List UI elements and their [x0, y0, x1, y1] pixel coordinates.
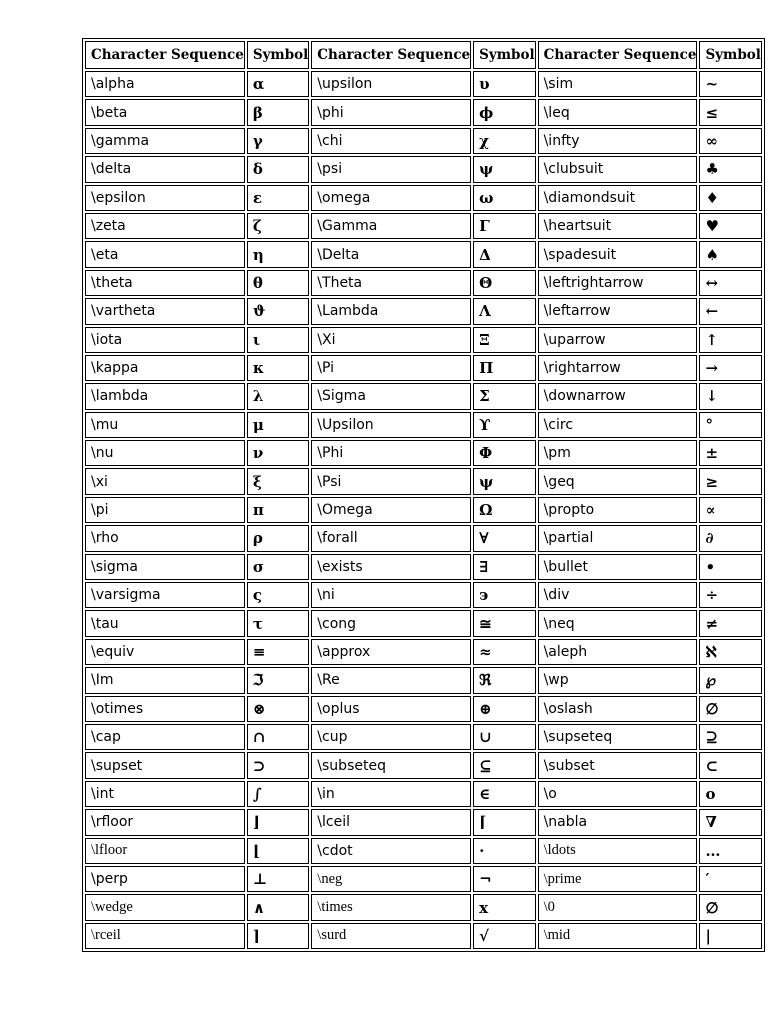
symbol-cell: ≤ — [699, 99, 761, 125]
character-sequence-cell: \beta — [85, 99, 245, 125]
symbol-cell: ∃ — [473, 554, 535, 580]
character-sequence-cell: \ni — [311, 582, 471, 608]
character-sequence-cell: \eta — [85, 241, 245, 267]
character-sequence-cell: \Delta — [311, 241, 471, 267]
character-sequence-cell: \in — [311, 781, 471, 807]
character-sequence-cell: \sim — [538, 71, 698, 97]
symbol-cell: ⌈ — [473, 809, 535, 835]
table-row — [85, 639, 762, 665]
symbol-cell: | — [699, 923, 761, 949]
symbol-cell: ⌋ — [247, 809, 309, 835]
character-sequence-cell: \vartheta — [85, 298, 245, 324]
character-sequence-cell: \kappa — [85, 355, 245, 381]
symbol-cell: ° — [699, 412, 761, 438]
character-sequence-cell: \perp — [85, 866, 245, 892]
character-sequence-cell: \mu — [85, 412, 245, 438]
symbol-cell: x — [473, 894, 535, 920]
symbol-cell: ⌊ — [247, 838, 309, 864]
character-sequence-cell: \div — [538, 582, 698, 608]
symbol-cell: ♥ — [699, 213, 761, 239]
symbol-cell: ο — [699, 781, 761, 807]
character-sequence-cell: \circ — [538, 412, 698, 438]
symbol-cell: ϶ — [473, 582, 535, 608]
character-sequence-cell: \equiv — [85, 639, 245, 665]
symbol-cell: ρ — [247, 525, 309, 551]
symbol-cell: ℘ — [699, 667, 761, 693]
symbol-cell: ⊥ — [247, 866, 309, 892]
symbol-cell: ∈ — [473, 781, 535, 807]
character-sequence-cell: \Phi — [311, 440, 471, 466]
table-row — [85, 610, 762, 636]
symbol-cell: ∂ — [699, 525, 761, 551]
symbol-cell: ℜ — [473, 667, 535, 693]
symbol-cell: ♣ — [699, 156, 761, 182]
table-row — [85, 724, 762, 750]
table-row — [85, 809, 762, 835]
table-row — [85, 327, 762, 353]
table-row — [85, 838, 762, 864]
character-sequence-cell: \approx — [311, 639, 471, 665]
symbol-cell: θ — [247, 270, 309, 296]
character-sequence-cell: \wedge — [85, 894, 245, 920]
symbol-cell: ⊇ — [699, 724, 761, 750]
table-row — [85, 468, 762, 494]
latex-symbol-table — [82, 38, 765, 952]
character-sequence-cell: \omega — [311, 185, 471, 211]
symbol-cell: ~ — [699, 71, 761, 97]
character-sequence-cell: \pm — [538, 440, 698, 466]
symbol-cell: ν — [247, 440, 309, 466]
table-row — [85, 923, 762, 949]
table-row — [85, 781, 762, 807]
character-sequence-cell: \prime — [538, 866, 698, 892]
symbol-cell: ς — [247, 582, 309, 608]
symbol-cell: π — [247, 497, 309, 523]
character-sequence-cell: \delta — [85, 156, 245, 182]
table-row — [85, 213, 762, 239]
character-sequence-cell: \oslash — [538, 696, 698, 722]
symbol-cell: · — [473, 838, 535, 864]
character-sequence-cell: \Psi — [311, 468, 471, 494]
symbol-cell: μ — [247, 412, 309, 438]
symbol-cell: Φ — [473, 440, 535, 466]
character-sequence-cell: \neq — [538, 610, 698, 636]
character-sequence-cell: \Omega — [311, 497, 471, 523]
character-sequence-cell: \cdot — [311, 838, 471, 864]
symbol-cell: ♠ — [699, 241, 761, 267]
character-sequence-cell: \exists — [311, 554, 471, 580]
symbol-cell: ∧ — [247, 894, 309, 920]
symbol-cell: ξ — [247, 468, 309, 494]
character-sequence-cell: \partial — [538, 525, 698, 551]
table-row — [85, 241, 762, 267]
symbol-cell: σ — [247, 554, 309, 580]
header-row — [85, 41, 762, 69]
character-sequence-cell: \lceil — [311, 809, 471, 835]
symbol-cell: ≈ — [473, 639, 535, 665]
table-row — [85, 497, 762, 523]
symbol-cell: ′ — [699, 866, 761, 892]
character-sequence-cell: \Lambda — [311, 298, 471, 324]
character-sequence-cell: \leftarrow — [538, 298, 698, 324]
symbol-cell: ∝ — [699, 497, 761, 523]
table-row — [85, 270, 762, 296]
character-sequence-cell: \oplus — [311, 696, 471, 722]
symbol-cell: κ — [247, 355, 309, 381]
character-sequence-cell: \tau — [85, 610, 245, 636]
symbol-cell: ℵ — [699, 639, 761, 665]
character-sequence-cell: \propto — [538, 497, 698, 523]
symbol-cell: ← — [699, 298, 761, 324]
character-sequence-cell: \bullet — [538, 554, 698, 580]
character-sequence-cell: \psi — [311, 156, 471, 182]
symbol-cell: δ — [247, 156, 309, 182]
header-character-sequence: Character Sequence — [538, 41, 698, 69]
character-sequence-cell: \downarrow — [538, 383, 698, 409]
symbol-cell: ∅ — [699, 696, 761, 722]
table-row — [85, 894, 762, 920]
symbol-cell: ↔ — [699, 270, 761, 296]
character-sequence-cell: \cup — [311, 724, 471, 750]
character-sequence-cell: \epsilon — [85, 185, 245, 211]
symbol-cell: ∅ — [699, 894, 761, 920]
symbol-cell: ⊃ — [247, 752, 309, 778]
table-row — [85, 156, 762, 182]
character-sequence-cell: \chi — [311, 128, 471, 154]
symbol-cell: β — [247, 99, 309, 125]
character-sequence-cell: \lfloor — [85, 838, 245, 864]
character-sequence-cell: \int — [85, 781, 245, 807]
symbol-cell: Ξ — [473, 327, 535, 353]
symbol-cell: γ — [247, 128, 309, 154]
character-sequence-cell: \nu — [85, 440, 245, 466]
symbol-cell: ϑ — [247, 298, 309, 324]
character-sequence-cell: \theta — [85, 270, 245, 296]
character-sequence-cell: \subseteq — [311, 752, 471, 778]
symbol-cell: ≥ — [699, 468, 761, 494]
table-row — [85, 355, 762, 381]
character-sequence-cell: \Upsilon — [311, 412, 471, 438]
symbol-cell: Δ — [473, 241, 535, 267]
symbol-cell: ≠ — [699, 610, 761, 636]
character-sequence-cell: \clubsuit — [538, 156, 698, 182]
symbol-cell: ↓ — [699, 383, 761, 409]
symbol-cell: ∫ — [247, 781, 309, 807]
symbol-cell: ♦ — [699, 185, 761, 211]
character-sequence-cell: \infty — [538, 128, 698, 154]
table-body — [85, 71, 762, 949]
character-sequence-cell: \Theta — [311, 270, 471, 296]
character-sequence-cell: \pi — [85, 497, 245, 523]
character-sequence-cell: \uparrow — [538, 327, 698, 353]
character-sequence-cell: \varsigma — [85, 582, 245, 608]
symbol-cell: … — [699, 838, 761, 864]
symbol-cell: ± — [699, 440, 761, 466]
table-row — [85, 71, 762, 97]
character-sequence-cell: \diamondsuit — [538, 185, 698, 211]
character-sequence-cell: \nabla — [538, 809, 698, 835]
character-sequence-cell: \Xi — [311, 327, 471, 353]
table-row — [85, 440, 762, 466]
symbol-cell: λ — [247, 383, 309, 409]
character-sequence-cell: \Gamma — [311, 213, 471, 239]
character-sequence-cell: \wp — [538, 667, 698, 693]
symbol-cell: ℑ — [247, 667, 309, 693]
character-sequence-cell: \geq — [538, 468, 698, 494]
symbol-cell: ψ — [473, 156, 535, 182]
character-sequence-cell: \rho — [85, 525, 245, 551]
symbol-cell: ↑ — [699, 327, 761, 353]
header-character-sequence: Character Sequence — [311, 41, 471, 69]
character-sequence-cell: \phi — [311, 99, 471, 125]
symbol-cell: Λ — [473, 298, 535, 324]
header-symbol: Symbol — [699, 41, 761, 69]
symbol-cell: ε — [247, 185, 309, 211]
character-sequence-cell: \supset — [85, 752, 245, 778]
symbol-cell: ζ — [247, 213, 309, 239]
character-sequence-cell: \neg — [311, 866, 471, 892]
character-sequence-cell: \Re — [311, 667, 471, 693]
character-sequence-cell: \Pi — [311, 355, 471, 381]
table-row — [85, 525, 762, 551]
character-sequence-cell: \otimes — [85, 696, 245, 722]
character-sequence-cell: \sigma — [85, 554, 245, 580]
character-sequence-cell: \mid — [538, 923, 698, 949]
character-sequence-cell: \rfloor — [85, 809, 245, 835]
symbol-cell: ∀ — [473, 525, 535, 551]
symbol-cell: χ — [473, 128, 535, 154]
symbol-cell: ⊗ — [247, 696, 309, 722]
header-character-sequence: Character Sequence — [85, 41, 245, 69]
character-sequence-cell: \surd — [311, 923, 471, 949]
symbol-cell: → — [699, 355, 761, 381]
symbol-cell: ∩ — [247, 724, 309, 750]
character-sequence-cell: \cong — [311, 610, 471, 636]
character-sequence-cell: \aleph — [538, 639, 698, 665]
symbol-cell: τ — [247, 610, 309, 636]
character-sequence-cell: \0 — [538, 894, 698, 920]
symbol-cell: ⌉ — [247, 923, 309, 949]
character-sequence-cell: \xi — [85, 468, 245, 494]
character-sequence-cell: \iota — [85, 327, 245, 353]
table-row — [85, 99, 762, 125]
symbol-cell: ≅ — [473, 610, 535, 636]
symbol-cell: Θ — [473, 270, 535, 296]
symbol-cell: Σ — [473, 383, 535, 409]
character-sequence-cell: \heartsuit — [538, 213, 698, 239]
table-row — [85, 667, 762, 693]
table-row — [85, 298, 762, 324]
character-sequence-cell: \lambda — [85, 383, 245, 409]
symbol-cell: η — [247, 241, 309, 267]
symbol-cell: Ω — [473, 497, 535, 523]
character-sequence-cell: \o — [538, 781, 698, 807]
table-row — [85, 128, 762, 154]
character-sequence-cell: \times — [311, 894, 471, 920]
character-sequence-cell: \zeta — [85, 213, 245, 239]
character-sequence-cell: \gamma — [85, 128, 245, 154]
table-row — [85, 383, 762, 409]
character-sequence-cell: \rightarrow — [538, 355, 698, 381]
table-row — [85, 554, 762, 580]
table-row — [85, 696, 762, 722]
symbol-cell: √ — [473, 923, 535, 949]
character-sequence-cell: \alpha — [85, 71, 245, 97]
character-sequence-cell: \supseteq — [538, 724, 698, 750]
symbol-cell: Γ — [473, 213, 535, 239]
character-sequence-cell: \forall — [311, 525, 471, 551]
character-sequence-cell: \cap — [85, 724, 245, 750]
header-symbol: Symbol — [473, 41, 535, 69]
symbol-cell: ψ — [473, 468, 535, 494]
character-sequence-cell: \ldots — [538, 838, 698, 864]
symbol-cell: ϒ — [473, 412, 535, 438]
symbol-cell: ⊂ — [699, 752, 761, 778]
character-sequence-cell: \leftrightarrow — [538, 270, 698, 296]
table-row — [85, 582, 762, 608]
symbol-cell: ω — [473, 185, 535, 211]
character-sequence-cell: \subset — [538, 752, 698, 778]
character-sequence-cell: \leq — [538, 99, 698, 125]
symbol-cell: ∇ — [699, 809, 761, 835]
symbol-cell: ¬ — [473, 866, 535, 892]
table-row — [85, 185, 762, 211]
header-symbol: Symbol — [247, 41, 309, 69]
table-row — [85, 752, 762, 778]
symbol-cell: Π — [473, 355, 535, 381]
symbol-cell: ∪ — [473, 724, 535, 750]
symbol-cell: ι — [247, 327, 309, 353]
symbol-cell: ∞ — [699, 128, 761, 154]
symbol-cell: υ — [473, 71, 535, 97]
character-sequence-cell: \rceil — [85, 923, 245, 949]
symbol-cell: ⊕ — [473, 696, 535, 722]
symbol-cell: α — [247, 71, 309, 97]
character-sequence-cell: \upsilon — [311, 71, 471, 97]
character-sequence-cell: \spadesuit — [538, 241, 698, 267]
character-sequence-cell: \Sigma — [311, 383, 471, 409]
symbol-cell: ÷ — [699, 582, 761, 608]
symbol-cell: ⊆ — [473, 752, 535, 778]
table-row — [85, 866, 762, 892]
table-row — [85, 412, 762, 438]
symbol-cell: • — [699, 554, 761, 580]
symbol-cell: ϕ — [473, 99, 535, 125]
character-sequence-cell: \Im — [85, 667, 245, 693]
symbol-cell: ≡ — [247, 639, 309, 665]
